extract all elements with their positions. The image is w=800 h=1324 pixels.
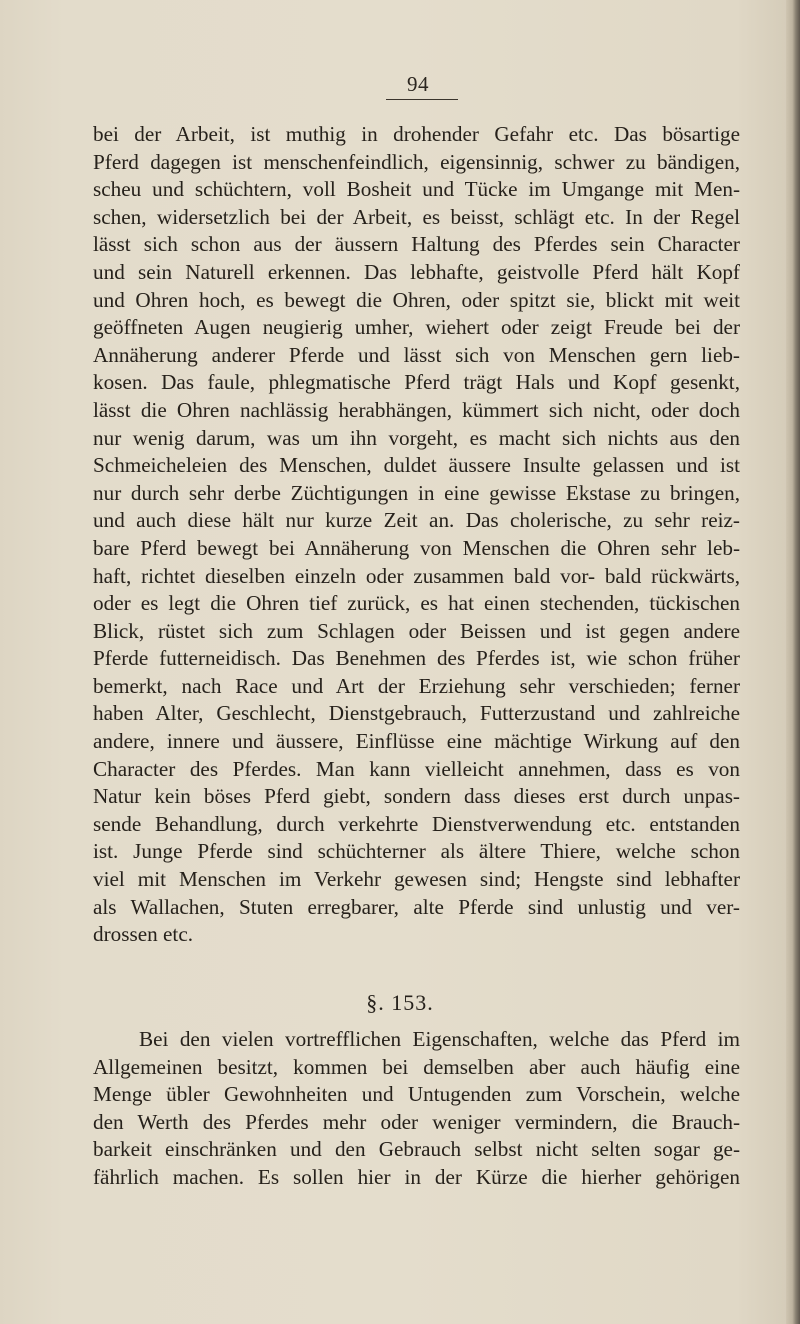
page-number: 94	[407, 72, 429, 96]
text-line: als Wallachen, Stuten erregbarer, alte Pferde sind unlustig und ver-	[93, 894, 740, 919]
section-heading: §. 153.	[366, 990, 434, 1015]
text-line: haben Alter, Geschlecht, Dienstgebrauch, Futterzustand und zahlreiche	[93, 701, 740, 726]
text-line: schen, widersetzlich bei der Arbeit, es beisst, schlägt etc. In der Regel	[93, 204, 740, 229]
text-line: den Werth des Pferdes mehr oder weniger vermindern, die Brauch-	[93, 1109, 740, 1134]
text-line: Bei den vielen vortrefflichen Eigenschaften, welche das Pferd im	[139, 1027, 740, 1051]
text-line: und sein Naturell erkennen. Das lebhafte, geistvolle Pferd hält Kopf	[93, 259, 740, 284]
paragraph-2	[93, 1026, 740, 1192]
text-line: Schmeicheleien des Menschen, duldet äussere Insulte gelassen und ist	[93, 453, 740, 478]
text-line: Character des Pferdes. Man kann vielleicht annehmen, dass es von	[93, 756, 740, 781]
text-line: drossen etc.	[93, 922, 194, 947]
text-line: bare Pferd bewegt bei Annäherung von Menschen die Ohren sehr leb-	[93, 535, 740, 560]
header-rule	[386, 99, 458, 100]
text-line: fährlich machen. Es sollen hier in der Kürze die hierher gehörigen	[93, 1164, 740, 1189]
text-line: Pferd dagegen ist menschenfeindlich, eigensinnig, schwer zu bändigen,	[93, 149, 740, 174]
text-line: sende Behandlung, durch verkehrte Dienstverwendung etc. entstanden	[93, 811, 740, 836]
text-line: oder es legt die Ohren tief zurück, es hat einen stechenden, tückischen	[93, 591, 740, 616]
text-line: Natur kein böses Pferd giebt, sondern dass dieses erst durch unpas-	[93, 784, 740, 809]
text-line: nur wenig darum, was um ihn vorgeht, es macht sich nichts aus den	[93, 425, 740, 450]
text-line: bemerkt, nach Race und Art der Erziehung sehr verschieden; ferner	[93, 673, 740, 698]
text-line: kosen. Das faule, phlegmatische Pferd trägt Hals und Kopf gesenkt,	[93, 370, 740, 395]
text-line: geöffneten Augen neugierig umher, wiehert oder zeigt Freude bei der	[93, 315, 740, 340]
text-line: nur durch sehr derbe Züchtigungen in eine gewisse Ekstase zu bringen,	[93, 480, 740, 505]
text-line: und Ohren hoch, es bewegt die Ohren, oder spitzt sie, blickt mit weit	[93, 287, 740, 312]
text-line: andere, innere und äussere, Einflüsse eine mächtige Wirkung auf den	[93, 729, 740, 754]
paragraph-1	[93, 121, 740, 949]
text-line: Blick, rüstet sich zum Schlagen oder Beissen und ist gegen andere	[93, 618, 740, 643]
text-line: Menge übler Gewohnheiten und Untugenden zum Vorschein, welche	[93, 1082, 740, 1107]
text-line: Annäherung anderer Pferde und lässt sich von Menschen gern lieb-	[93, 342, 740, 367]
text-line: und auch diese hält nur kurze Zeit an. Das cholerische, zu sehr reiz-	[93, 508, 740, 533]
text-line: lässt die Ohren nachlässig herabhängen, kümmert sich nicht, oder doch	[93, 397, 740, 422]
text-line: bei der Arbeit, ist muthig in drohender Gefahr etc. Das bösartige	[93, 122, 740, 146]
text-line: Pferde futterneidisch. Das Benehmen des Pferdes ist, wie schon früher	[93, 646, 740, 671]
text-line: lässt sich schon aus der äussern Haltung des Pferdes sein Character	[93, 232, 740, 257]
page-edge-shadow	[786, 0, 800, 1324]
text-line: barkeit einschränken und den Gebrauch selbst nicht selten sogar ge-	[93, 1137, 740, 1162]
text-line: viel mit Menschen im Verkehr gewesen sind; Hengste sind lebhafter	[93, 867, 740, 892]
text-line: scheu und schüchtern, voll Bosheit und Tücke im Umgange mit Men-	[93, 177, 740, 202]
text-line: haft, richtet dieselben einzeln oder zusammen bald vor- bald rückwärts,	[93, 563, 740, 588]
text-line: Allgemeinen besitzt, kommen bei demselben aber auch häufig eine	[93, 1054, 740, 1079]
text-line: ist. Junge Pferde sind schüchterner als ältere Thiere, welche schon	[93, 839, 740, 864]
